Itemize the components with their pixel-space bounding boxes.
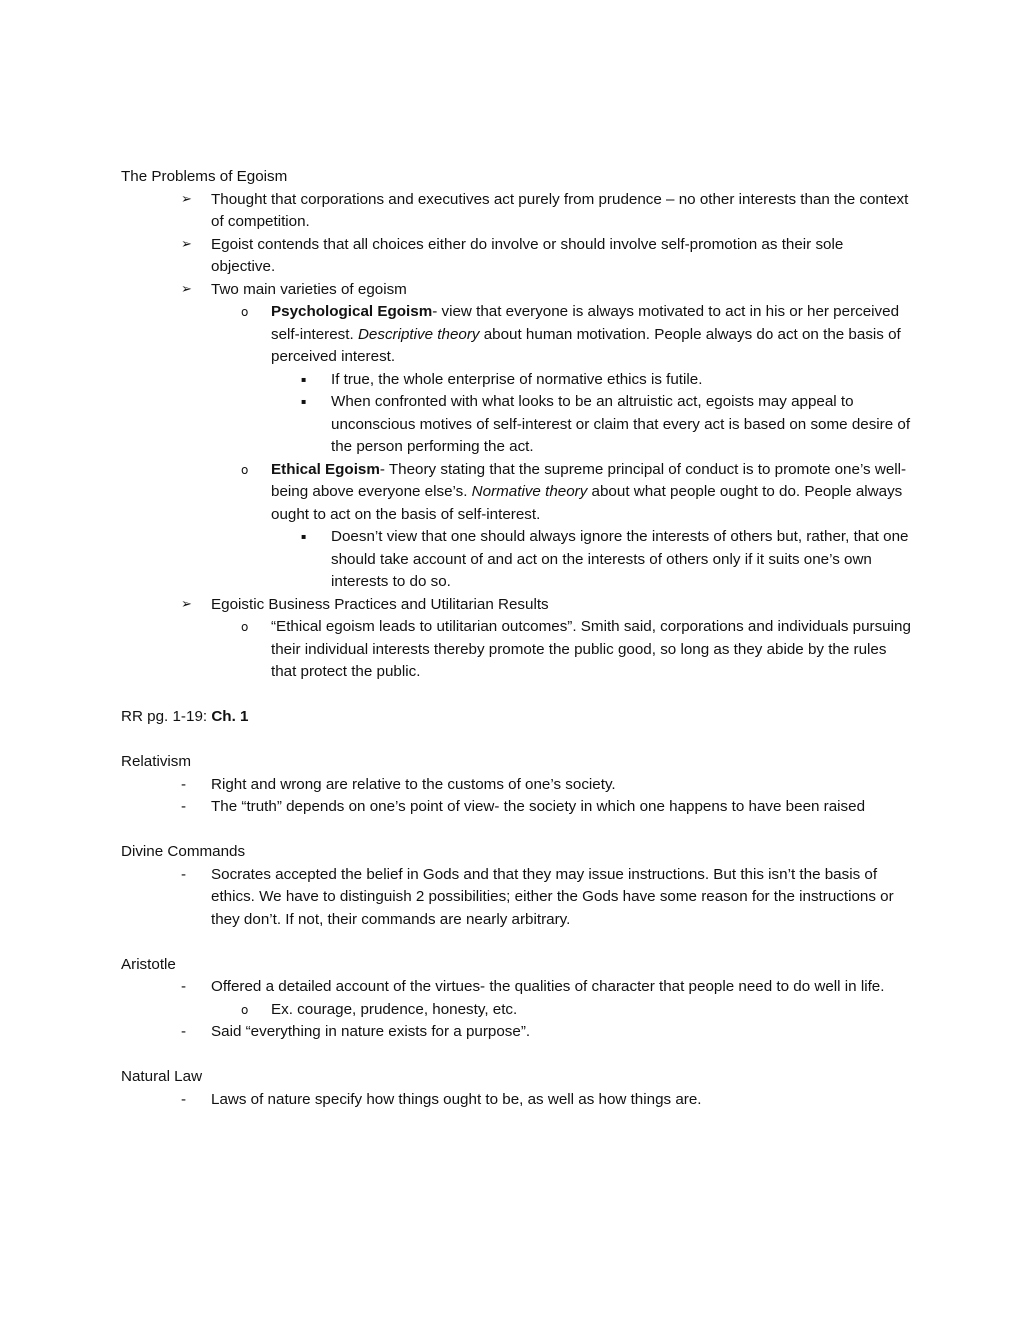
section-title: Divine Commands xyxy=(121,843,246,860)
section-title: Aristotle xyxy=(121,955,176,973)
list-item xyxy=(121,999,911,1022)
list-item xyxy=(121,1021,911,1044)
section-spacer xyxy=(121,931,911,954)
list-item xyxy=(121,796,911,819)
list-item-text: “Ethical egoism leads to utilitarian outcomes”. Smith said, corporations and individuals pursuing their individual interests thereby promote the public good, so long as they abide by the rules that protect the public. xyxy=(271,618,911,680)
list-item-text: Laws of nature specify how things ought to be, as well as how things are. xyxy=(211,1090,702,1108)
list-item xyxy=(121,279,911,302)
list-item-text: Right and wrong are relative to the customs of one’s society. xyxy=(211,775,616,793)
square-bullet-icon: ▪ xyxy=(301,532,307,541)
list-item-text: If true, the whole enterprise of normative ethics is futile. xyxy=(331,370,703,388)
list-item-text: The “truth” depends on one’s point of view- the society in which one happens to have been raised xyxy=(211,798,866,815)
list-item-text: - Theory stating that the supreme principal of conduct is to promote one’s well-being above everyone else’s. xyxy=(271,460,907,500)
section-spacer xyxy=(121,819,911,842)
bullet-list xyxy=(121,774,911,819)
section-heading xyxy=(121,166,911,189)
list-item-text: Offered a detailed account of the virtues- the qualities of character that people need to do well in life. xyxy=(211,978,885,995)
list-item-text: Said “everything in nature exists for a purpose”. xyxy=(211,1023,531,1040)
document-body xyxy=(121,166,911,1111)
list-item-text: Ex. courage, prudence, honesty, etc. xyxy=(271,1000,518,1018)
circle-bullet-icon: o xyxy=(241,305,249,319)
list-item-emphasis: Descriptive theory xyxy=(357,325,480,343)
list-item xyxy=(121,526,911,594)
dash-bullet-icon: - xyxy=(181,775,187,793)
list-item xyxy=(121,459,911,527)
list-item xyxy=(121,774,911,797)
bullet-list xyxy=(121,189,911,684)
section-heading xyxy=(121,1066,911,1089)
section-spacer xyxy=(121,684,911,707)
list-item-text: Egoistic Business Practices and Utilitarian Results xyxy=(211,595,549,613)
list-item-text: Two main varieties of egoism xyxy=(211,280,407,298)
circle-bullet-icon: o xyxy=(241,620,249,634)
arrow-bullet-icon: ➢ xyxy=(181,191,192,207)
list-item xyxy=(121,189,911,234)
square-bullet-icon: ▪ xyxy=(301,374,307,384)
section-title: RR pg. 1-19: xyxy=(121,708,212,725)
dash-bullet-icon: - xyxy=(181,1090,187,1108)
bullet-list xyxy=(121,976,911,1044)
dash-bullet-icon: - xyxy=(181,865,187,883)
list-item-text: Thought that corporations and executives act purely from prudence – no other interests than the context of competition. xyxy=(211,190,909,230)
arrow-bullet-icon: ➢ xyxy=(181,281,192,297)
list-item xyxy=(121,391,911,459)
list-item-text: about what people ought to do. People always ought to act on the basis of self-interest. xyxy=(271,483,903,523)
dash-bullet-icon: - xyxy=(181,1023,187,1040)
circle-bullet-icon: o xyxy=(241,1002,249,1017)
list-item-term: Psychological Egoism xyxy=(271,303,433,320)
square-bullet-icon: ▪ xyxy=(301,397,307,406)
dash-bullet-icon: - xyxy=(181,978,187,995)
list-item xyxy=(121,594,911,617)
bullet-list xyxy=(121,1089,911,1112)
section-spacer xyxy=(121,1044,911,1067)
list-item-text: Egoist contends that all choices either do involve or should involve self-promotion as their sole objective. xyxy=(211,235,844,275)
list-item xyxy=(121,369,911,392)
list-item-text: Socrates accepted the belief in Gods and that they may issue instructions. But this isn’t the basis of ethics. We have to distinguish 2 possibilities; either the Gods have some reason for the instructions or they don’t. If not, their commands are nearly arbitrary. xyxy=(211,865,894,928)
list-item-text: about human motivation. People always do act on the basis of perceived interest. xyxy=(271,325,901,365)
section-heading xyxy=(121,751,911,774)
list-item xyxy=(121,301,911,369)
list-item-text: When confronted with what looks to be an altruistic act, egoists may appeal to unconscious motives of self-interest or claim that every act is based on some desire of the person performing the act. xyxy=(331,393,911,455)
list-item-text: Doesn’t view that one should always ignore the interests of others but, rather, that one should take account of and act on the interests of others only if it suits one’s own interests to do so. xyxy=(331,528,909,590)
list-item xyxy=(121,616,911,684)
section-title-bold: Ch. 1 xyxy=(211,708,249,725)
section-title: Relativism xyxy=(121,753,192,770)
list-item-term: Ethical Egoism xyxy=(271,460,380,478)
list-item xyxy=(121,976,911,999)
arrow-bullet-icon: ➢ xyxy=(181,236,192,252)
section-spacer xyxy=(121,729,911,752)
section-heading xyxy=(121,954,911,977)
list-item xyxy=(121,864,911,932)
list-item xyxy=(121,234,911,279)
section-heading xyxy=(121,706,911,729)
circle-bullet-icon: o xyxy=(241,462,249,477)
dash-bullet-icon: - xyxy=(181,798,187,815)
list-item-text: - view that everyone is always motivated to act in his or her perceived self-interest. xyxy=(271,303,900,343)
section-title: Natural Law xyxy=(121,1068,203,1085)
list-item xyxy=(121,1089,911,1112)
bullet-list xyxy=(121,864,911,932)
arrow-bullet-icon: ➢ xyxy=(181,596,192,612)
section-title: The Problems of Egoism xyxy=(121,168,288,185)
section-heading xyxy=(121,841,911,864)
list-item-emphasis: Normative theory xyxy=(471,483,588,500)
